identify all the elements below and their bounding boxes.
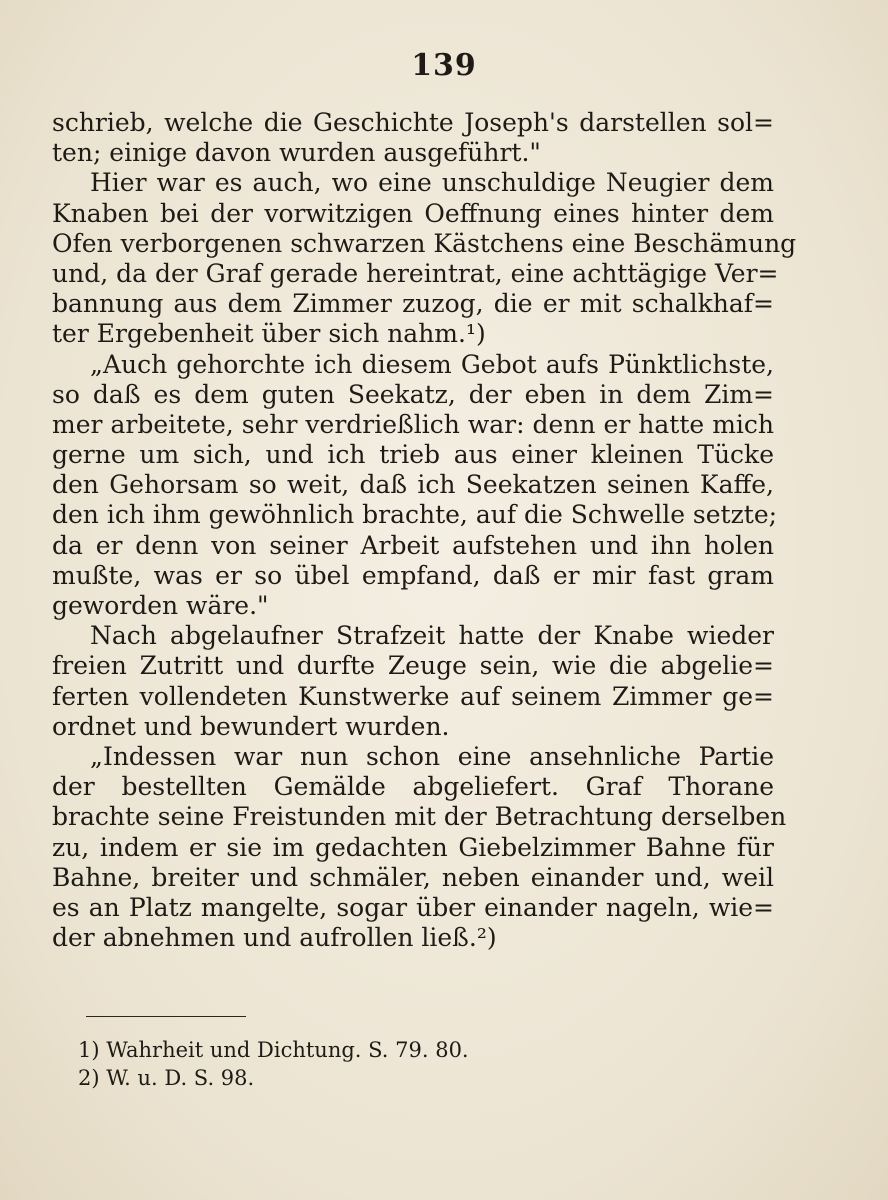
body-text xyxy=(52,108,797,953)
text-line: ordnet und bewundert wurden. xyxy=(52,711,450,741)
text-line: der abnehmen und aufrollen ließ.²) xyxy=(52,923,497,953)
text-line: Ofen verborgenen schwarzen Kästchens eine Beschämung xyxy=(52,228,797,258)
text-line: der bestellten Gemälde abgeliefert. Graf Thorane xyxy=(52,772,774,802)
text-line: da er denn von seiner Arbeit aufstehen und ihn holen xyxy=(52,530,774,560)
text-line: zu, indem er sie im gedachten Giebelzimmer Bahne für xyxy=(52,832,774,862)
text-line: „Indessen war nun schon eine ansehnliche Partie xyxy=(90,741,774,771)
page-number: 139 xyxy=(411,48,477,83)
text-line: ferten vollendeten Kunstwerke auf seinem Zimmer ge= xyxy=(52,681,774,711)
text-line: ten; einige davon wurden ausgeführt." xyxy=(52,138,541,168)
text-line: mußte, was er so übel empfand, daß er mir fast gram xyxy=(52,560,774,590)
footnote-1: 1) Wahrheit und Dichtung. S. 79. 80. xyxy=(78,1038,469,1062)
footnote-divider xyxy=(86,1016,246,1017)
footnote-2: 2) W. u. D. S. 98. xyxy=(78,1066,255,1090)
text-line: Bahne, breiter und schmäler, neben einander und, weil xyxy=(52,862,774,892)
text-line: Knaben bei der vorwitzigen Oeffnung eines hinter dem xyxy=(52,198,774,228)
text-line: brachte seine Freistunden mit der Betrachtung derselben xyxy=(52,802,787,832)
text-line: den ich ihm gewöhnlich brachte, auf die Schwelle setzte; xyxy=(52,500,778,530)
text-line: gerne um sich, und ich trieb aus einer kleinen Tücke xyxy=(52,440,774,470)
text-line: bannung aus dem Zimmer zuzog, die er mit schalkhaf= xyxy=(52,289,774,319)
text-line: schrieb, welche die Geschichte Joseph's darstellen sol= xyxy=(52,108,774,137)
text-line: geworden wäre." xyxy=(52,591,269,620)
text-line: Nach abgelaufner Strafzeit hatte der Knabe wieder xyxy=(90,621,774,651)
text-line: mer arbeitete, sehr verdrießlich war: denn er hatte mich xyxy=(52,409,774,439)
text-line: Hier war es auch, wo eine unschuldige Neugier dem xyxy=(90,168,774,198)
text-line: ter Ergebenheit über sich nahm.¹) xyxy=(52,319,486,349)
text-line: und, da der Graf gerade hereintrat, eine achttägige Ver= xyxy=(52,258,779,288)
text-line: es an Platz mangelte, sogar über einander nageln, wie= xyxy=(52,892,774,922)
text-line: so daß es dem guten Seekatz, der eben in dem Zim= xyxy=(52,379,774,409)
text-line: den Gehorsam so weit, daß ich Seekatzen seinen Kaffe, xyxy=(52,470,774,500)
text-line: freien Zutritt und durfte Zeuge sein, wie die abgelie= xyxy=(52,651,774,681)
footnotes xyxy=(78,1036,678,1092)
text-line: „Auch gehorchte ich diesem Gebot aufs Pünktlichste, xyxy=(90,349,774,379)
